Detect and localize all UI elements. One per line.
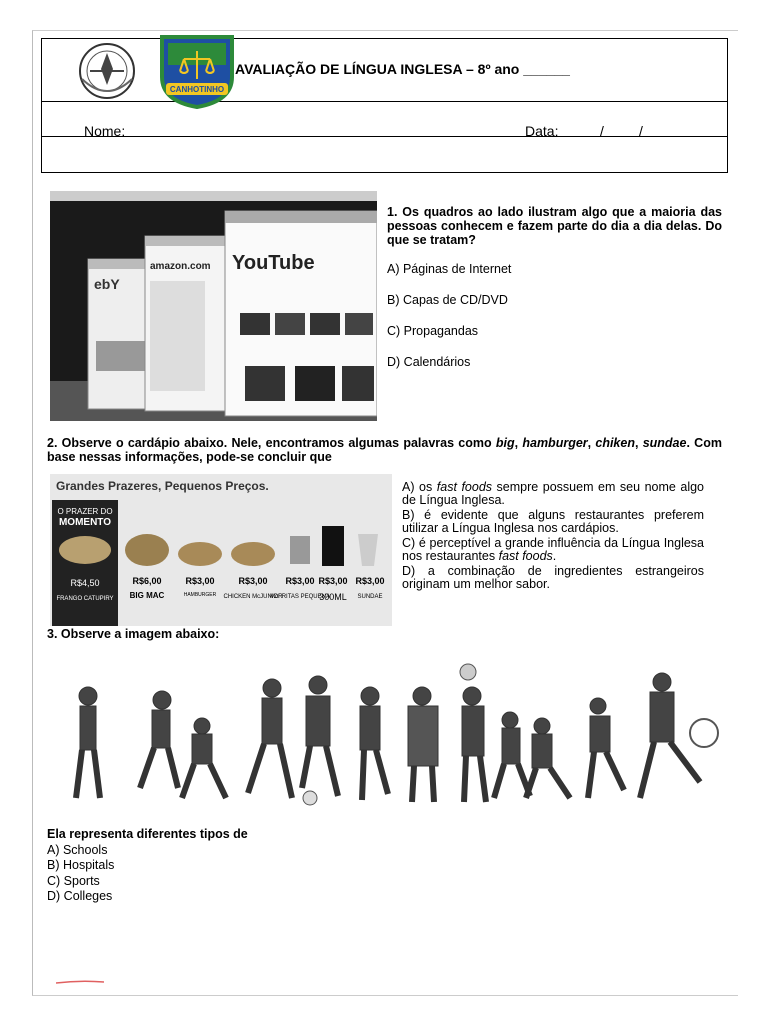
menu-price: R$3,00 (318, 576, 348, 586)
option-1c: C) Propagandas (387, 324, 479, 338)
word-hamburger: hamburger (522, 436, 588, 450)
word-chiken: chiken (595, 436, 635, 450)
option-2c (402, 537, 704, 563)
option-2c-text: C) é perceptível a grande influência da Língua Inglesa nos restaurantes (402, 536, 704, 563)
option-2b: B) é evidente que alguns restaurantes preferem utilizar a Língua Inglesa nos cardápios. (402, 508, 704, 535)
data-label: Data: (525, 123, 559, 139)
question-3 (47, 827, 248, 905)
menu-price: R$3,00 (285, 576, 315, 586)
menu-price: R$3,00 (185, 576, 215, 586)
page-title: AVALIAÇÃO DE LÍNGUA INGLESA – 8º ano ______ (235, 61, 570, 77)
option-1b: B) Capas de CD/DVD (387, 293, 508, 307)
menu-name: HAMBURGER (183, 592, 217, 598)
question-2-end: . Com base nessas informações, pode-se concluir que (47, 436, 722, 464)
promo-line-1: O PRAZER DO (57, 507, 113, 516)
option-3b: B) Hospitals (47, 858, 115, 872)
header-table (41, 38, 728, 173)
promo-line-2: MOMENTO (58, 517, 112, 528)
red-pen-mark-icon (56, 980, 104, 984)
question-3-text: Ela representa diferentes tipos de (47, 827, 248, 841)
header-title-row (42, 39, 727, 102)
word-sundae: sundae (642, 436, 687, 450)
menu-name: CHICKEN McJUNIOR (223, 594, 283, 600)
question-2-number: 2. (47, 436, 58, 450)
menu-price: R$3,00 (355, 576, 385, 586)
question-1-text: 1. Os quadros ao lado ilustram algo que a maioria das pessoas conhecem e fazem parte do dia a dia delas. Do que se tratam? (387, 205, 722, 247)
amazon-logo: amazon.com (150, 261, 211, 272)
date-slash: / (639, 123, 643, 139)
option-3d: D) Colleges (47, 889, 113, 903)
sports-kids-image (40, 658, 730, 816)
menu-price: R$3,00 (238, 576, 268, 586)
header-name-row (42, 102, 727, 137)
option-2c-em: fast foods (498, 549, 553, 563)
option-1a: A) Páginas de Internet (387, 262, 512, 276)
date-slash: / (600, 123, 604, 139)
state-seal-icon (68, 41, 146, 101)
word-big: big (495, 436, 515, 450)
nome-label: Nome: (84, 123, 126, 139)
question-2-part: Observe o cardápio abaixo. Nele, encontramos algumas palavras como (57, 436, 496, 450)
option-2c-text: . (552, 549, 557, 563)
menu-image (50, 474, 392, 626)
menu-name: 300ML (319, 592, 347, 602)
menu-name: SUNDAE (357, 594, 383, 600)
option-2a-em: fast foods (436, 480, 493, 494)
question-3-title: 3. Observe a imagem abaixo: (47, 627, 220, 641)
menu-name: BIG MAC (129, 591, 165, 600)
canhotinho-logo-icon (154, 31, 240, 109)
promo-price: R$4,50 (70, 578, 100, 588)
question-2-options (402, 481, 704, 593)
option-2d: D) a combinação de ingredientes estrangeiros originam um melhor sabor. (402, 564, 704, 591)
menu-price: R$6,00 (132, 576, 162, 586)
youtube-logo: YouTube (232, 252, 315, 274)
websites-image (50, 191, 377, 421)
option-3c: C) Sports (47, 873, 100, 888)
menu-headline: Grandes Prazeres, Pequenos Preços. (56, 479, 269, 493)
svg-text:CANHOTINHO: CANHOTINHO (169, 85, 225, 94)
option-2a-text: sempre possuem em seu nome algo de Língua Inglesa. (402, 480, 705, 507)
option-3a: A) Schools (47, 842, 108, 857)
question-1 (387, 205, 722, 369)
menu-name: McFRITAS PEQUENA (270, 594, 330, 600)
option-1d: D) Calendários (387, 355, 471, 369)
option-2a (402, 481, 704, 507)
question-2-text: 2. Observe o cardápio abaixo. Nele, encontramos algumas palavras como big, hamburger, chiken, sundae. Com base nessas informações, pode-se concluir que (47, 436, 722, 464)
option-2a-text: A) os (402, 480, 437, 494)
promo-name: FRANGO CATUPIRY (56, 596, 114, 602)
ebay-logo: ebY (94, 276, 120, 292)
